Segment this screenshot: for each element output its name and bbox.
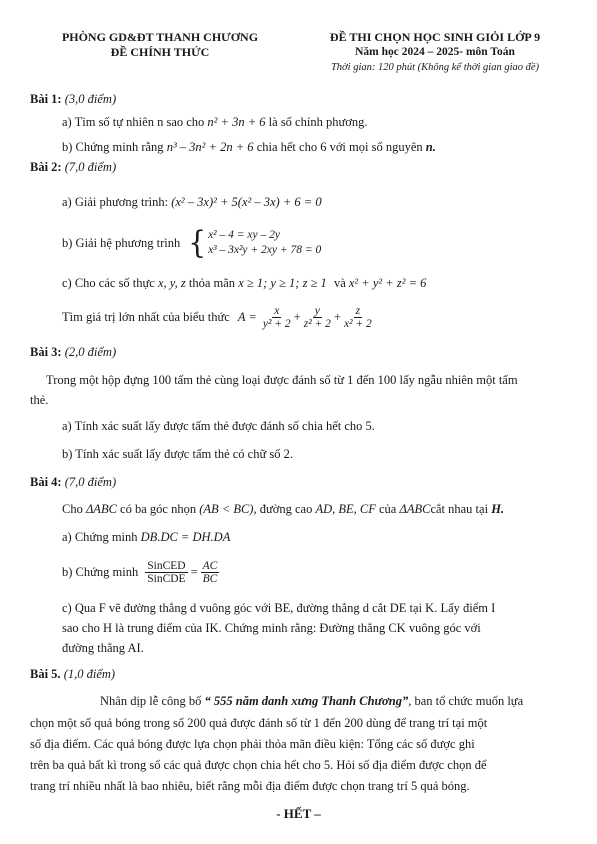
triangle-abc-2: ΔABC: [399, 502, 431, 516]
bai2-c-and: và: [333, 276, 346, 290]
bai2-c-text: c) Cho các số thực: [62, 276, 155, 290]
bai3-intro-line2: thẻ.: [30, 393, 49, 407]
triangle-abc: ΔABC: [85, 502, 117, 516]
plus-sign: +: [293, 310, 301, 324]
left-brace-icon: {: [188, 224, 207, 261]
bai4-question-c-line1: c) Qua F vẽ đường thẳng d vuông góc với BE, đường thẳng d cắt DE tại K. Lấy điểm I: [62, 601, 496, 615]
bai3-intro-line1: Trong một hộp đựng 100 tấm thẻ cùng loại được đánh số từ 1 đến 100 lấy ngẫu nhiên một tấm: [46, 373, 518, 387]
bai4-b-text: b) Chứng minh: [62, 565, 139, 579]
bai2-c-cond: x ≥ 1; y ≥ 1; z ≥ 1: [238, 276, 327, 290]
bai2-title: Bài 2:: [30, 160, 62, 174]
bai5-event-name: “ 555 năm danh xưng Thanh Chương”: [204, 694, 409, 708]
bai2-question-b: [62, 224, 322, 261]
bai5-line3: số địa điểm. Các quả bóng được lựa chọn phải thỏa mãn điều kiện: Tổng các số được ghi: [30, 737, 475, 751]
bai2-b-text: b) Giải hệ phương trình: [62, 235, 181, 250]
bai4-intro: [62, 502, 504, 517]
bai2-question-d: [62, 305, 375, 330]
time-limit: Thời gian: 120 phút (Không kể thời gian giao đề): [330, 62, 540, 73]
bai4-intro-e: cắt nhau tại: [430, 502, 489, 516]
bai1-a-expr: n² + 3n + 6: [207, 115, 266, 129]
bai4-a-text: a) Chứng minh: [62, 530, 138, 544]
header-right: [290, 30, 580, 75]
bai1-question-b: [62, 140, 436, 155]
bai4-intro-b: có ba góc nhọn: [120, 502, 197, 516]
bai4-question-b: [62, 560, 220, 585]
bai4-points: (7,0 điểm): [64, 475, 117, 489]
bai3-heading: [30, 345, 116, 360]
bai4-title: Bài 4:: [30, 475, 62, 489]
bai1-b-var: n.: [425, 140, 436, 154]
bai5-line1-c: , ban tổ chức muốn lựa: [408, 694, 524, 708]
department-name: PHÒNG GD&ĐT THANH CHƯƠNG: [61, 30, 259, 44]
fraction-2: [302, 305, 333, 330]
system-eq-2: x³ – 3x²y + 2xy + 78 = 0: [208, 244, 322, 256]
bai5-line5: trang trí nhiều nhất là bao nhiêu, biết rằng mỗi địa điểm được chọn trang trí 5 quả bóng.: [30, 779, 470, 793]
fraction-2-den: z² + 2: [303, 318, 331, 330]
bai1-heading: [30, 92, 116, 107]
fraction-1-num: x: [274, 305, 280, 317]
bai5-line1-a: Nhân dịp lễ công bố: [100, 694, 202, 708]
sin-cde: SinCDE: [147, 573, 186, 585]
fraction-3-num: z: [355, 305, 361, 317]
bai2-d-text: Tìm giá trị lớn nhất của biểu thức: [62, 310, 230, 324]
bai4-intro-d: của: [379, 502, 397, 516]
bai2-a-expr: (x² – 3x)² + 5(x² – 3x) + 6 = 0: [171, 195, 322, 209]
bai1-b-expr: n³ – 3n² + 2n + 6: [166, 140, 254, 154]
bai4-a-expr: DB.DC = DH.DA: [140, 530, 231, 544]
bai1-points: (3,0 điểm): [64, 92, 117, 106]
bai5-heading: [30, 667, 115, 682]
bai2-heading: [30, 160, 116, 175]
bai2-c-mid: thỏa mãn: [188, 276, 236, 290]
bai1-b-tail: chia hết cho 6 với mọi số nguyên: [256, 140, 423, 154]
bai1-title: Bài 1:: [30, 92, 62, 106]
official-label: ĐỀ CHÍNH THỨC: [110, 45, 210, 59]
side-bc: BC: [202, 573, 218, 585]
end-marker: - HẾT –: [276, 806, 321, 821]
fraction-3: [342, 305, 374, 330]
bai2-question-a: [62, 195, 322, 210]
equation-system: [188, 224, 322, 261]
bai2-question-c: [62, 276, 426, 291]
bai5-points: (1,0 điểm): [63, 667, 116, 681]
fraction-3-den: x² + 2: [343, 318, 372, 330]
exam-title: ĐỀ THI CHỌN HỌC SINH GIỎI LỚP 9: [329, 30, 541, 44]
bai5-title: Bài 5.: [30, 667, 61, 681]
system-eq-1: x² – 4 = xy – 2y: [208, 229, 280, 241]
bai4-question-c-line3: đường thẳng AI.: [62, 641, 144, 655]
bai4-intro-c: , đường cao: [253, 502, 313, 516]
plus-sign: +: [333, 310, 341, 324]
bai2-points: (7,0 điểm): [64, 160, 117, 174]
bai2-c-eq: x² + y² + z² = 6: [348, 276, 427, 290]
bai1-b-text: b) Chứng minh rằng: [62, 140, 164, 154]
fraction-1-den: y² + 2: [262, 318, 291, 330]
side-ratio-fraction: [201, 560, 220, 585]
header-left: [40, 30, 280, 60]
point-h: H.: [491, 502, 505, 516]
bai4-altitudes: AD, BE, CF: [315, 502, 376, 516]
bai3-question-a: a) Tính xác suất lấy được tấm thẻ được đánh số chia hết cho 5.: [62, 419, 375, 433]
bai4-heading: [30, 475, 116, 490]
bai5-line4: trên ba quả bất kì trong số các quả được chọn chia hết cho 5. Hỏi số địa điểm được chọn để: [30, 758, 487, 772]
side-ac: AC: [202, 560, 218, 572]
bai1-a-text: a) Tìm số tự nhiên n sao cho: [62, 115, 205, 129]
bai1-question-a: [62, 115, 367, 130]
fraction-2-num: y: [314, 305, 320, 317]
bai3-title: Bài 3:: [30, 345, 62, 359]
bai5-line1: [100, 694, 523, 709]
school-year: Năm học 2024 – 2025- môn Toán: [355, 46, 515, 58]
equals-sign: =: [190, 565, 198, 579]
sin-ced: SinCED: [147, 560, 186, 572]
fraction-1: [261, 305, 293, 330]
bai3-points: (2,0 điểm): [64, 345, 117, 359]
bai4-cond: (AB < BC): [199, 502, 254, 516]
expr-A-label: A =: [237, 310, 257, 324]
bai1-a-tail: là số chính phương.: [268, 115, 368, 129]
bai4-intro-a: Cho: [62, 502, 83, 516]
bai2-c-vars: x, y, z: [157, 276, 186, 290]
bai3-question-b: b) Tính xác suất lấy được tấm thẻ có chữ số 2.: [62, 447, 293, 461]
bai4-question-c-line2: sao cho H là trung điểm của IK. Chứng minh rằng: Đường thẳng CK vuông góc với: [62, 621, 481, 635]
bai5-line2: chọn một số quả bóng trong số 200 quả được đánh số từ 1 đến 200 dùng để trang trí tại một: [30, 716, 488, 730]
bai4-question-a: [62, 530, 230, 545]
bai2-a-text: a) Giải phương trình:: [62, 195, 169, 209]
sin-ratio-fraction: [145, 560, 187, 585]
